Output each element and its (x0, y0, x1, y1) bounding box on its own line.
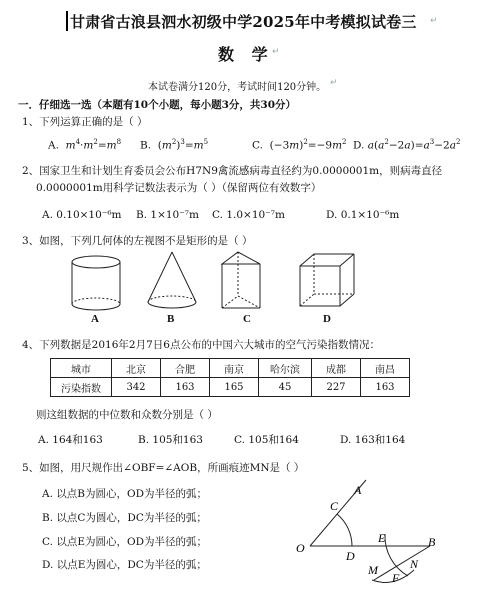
point-label-n: N (410, 557, 419, 571)
exam-title: 甘肃省古浪县泗水初级中学2025年中考模拟试卷三 (70, 13, 417, 31)
q5-option-a: A. 以点B为圆心，OD为半径的弧； (42, 488, 208, 500)
cone-figure (148, 252, 196, 308)
q4-option-c: C. 105和164 (234, 434, 299, 446)
q2-stem-line2: 0.0000001m用科学记数法表示为（ ）（保留两位有效数字） (36, 182, 322, 194)
table-header-row (51, 359, 410, 378)
text-cursor (66, 11, 68, 31)
q3-label-a: A (91, 313, 99, 325)
table-cell: 163 (361, 378, 410, 397)
q2-option-c: C. 1.0×10⁻⁷m (212, 209, 285, 221)
table-cell: 合肥 (161, 359, 210, 378)
point-label-a: A (354, 483, 362, 497)
table-cell: 南昌 (361, 359, 410, 378)
point-label-c: C (330, 499, 339, 513)
q5-option-c: C. 以点E为圆心，OD为半径的弧； (42, 536, 208, 548)
point-label-d: D (346, 549, 355, 563)
table-cell: 165 (210, 378, 259, 397)
q4-option-d: D. 163和164 (340, 434, 406, 446)
q2-option-d: D. 0.1×10⁻⁶m (326, 209, 400, 221)
table-cell: 城市 (51, 359, 112, 378)
point-label-b: B (428, 535, 436, 549)
point-label-f: F (392, 571, 400, 585)
table-cell: 成都 (312, 359, 361, 378)
table-cell: 342 (112, 378, 161, 397)
table-cell: 污染指数 (51, 378, 112, 397)
q3-stem: 3、如图，下列几何体的左视图不是矩形的是（ ） (22, 235, 253, 247)
paragraph-mark: ↵ (330, 78, 338, 88)
q4-option-a: A. 164和163 (38, 434, 103, 446)
prism-figure (222, 252, 260, 308)
exam-info: 本试卷满分120分，考试时间120分钟。 (148, 82, 327, 93)
q3-label-b: B (167, 313, 175, 325)
q2-option-b: B. 1×10⁻⁷m (136, 209, 199, 221)
paragraph-mark: ↵ (430, 16, 438, 26)
q2-option-a: A. 0.10×10⁻⁶m (42, 209, 122, 221)
table-cell: 北京 (112, 359, 161, 378)
q1-option-c: C. $(-3m)^2=-9m^2$ (252, 138, 347, 152)
q3-label-c: C (243, 313, 251, 325)
subject-title: 数 学 (218, 45, 274, 64)
table-cell: 哈尔滨 (259, 359, 312, 378)
table-cell: 45 (259, 378, 312, 397)
table-cell: 南京 (210, 359, 259, 378)
q4-stem: 4、下列数据是2016年2月7日6点公布的中国六大城市的空气污染指数情况： (22, 339, 380, 351)
q4-question: 则这组数据的中位数和众数分别是（ ） (36, 409, 218, 421)
q5-option-d: D. 以点E为圆心，DC为半径的弧； (42, 559, 207, 571)
paragraph-mark: ↵ (272, 47, 280, 57)
q1-option-d: D. $a(a^2-2a)=a^3-2a^2$ (353, 138, 461, 152)
cylinder-figure (72, 256, 120, 310)
section-heading: 一．仔细选一选（本题有10个小题，每小题3分，共30分） (18, 99, 297, 111)
q2-stem-line1: 2、国家卫生和计划生育委员会公布H7N9禽流感病毒直径约为0.0000001m，则病毒直径 (22, 165, 443, 177)
point-label-m: M (368, 563, 378, 577)
table-cell: 163 (161, 378, 210, 397)
q1-stem: 1、下列运算正确的是（ ） (22, 116, 148, 128)
q1-option-a: A. $m^4\cdot m^2=m^8$ (48, 138, 122, 152)
q3-label-d: D (323, 313, 331, 325)
q5-option-b: B. 以点C为圆心，DC为半径的弧； (42, 512, 207, 524)
cube-figure (300, 254, 354, 306)
table-cell: 227 (312, 378, 361, 397)
q5-stem: 5、如图，用尺规作出∠OBF=∠AOB，所画痕迹MN是（ ） (22, 462, 305, 474)
point-label-o: O (296, 541, 305, 555)
q1-option-b: B. $(m^2)^3=m^5$ (140, 138, 209, 152)
table-row (51, 378, 410, 397)
point-label-e: E (378, 531, 386, 545)
pollution-table (50, 358, 410, 397)
q5-geometry-figure (290, 470, 450, 590)
q4-option-b: B. 105和163 (138, 434, 203, 446)
